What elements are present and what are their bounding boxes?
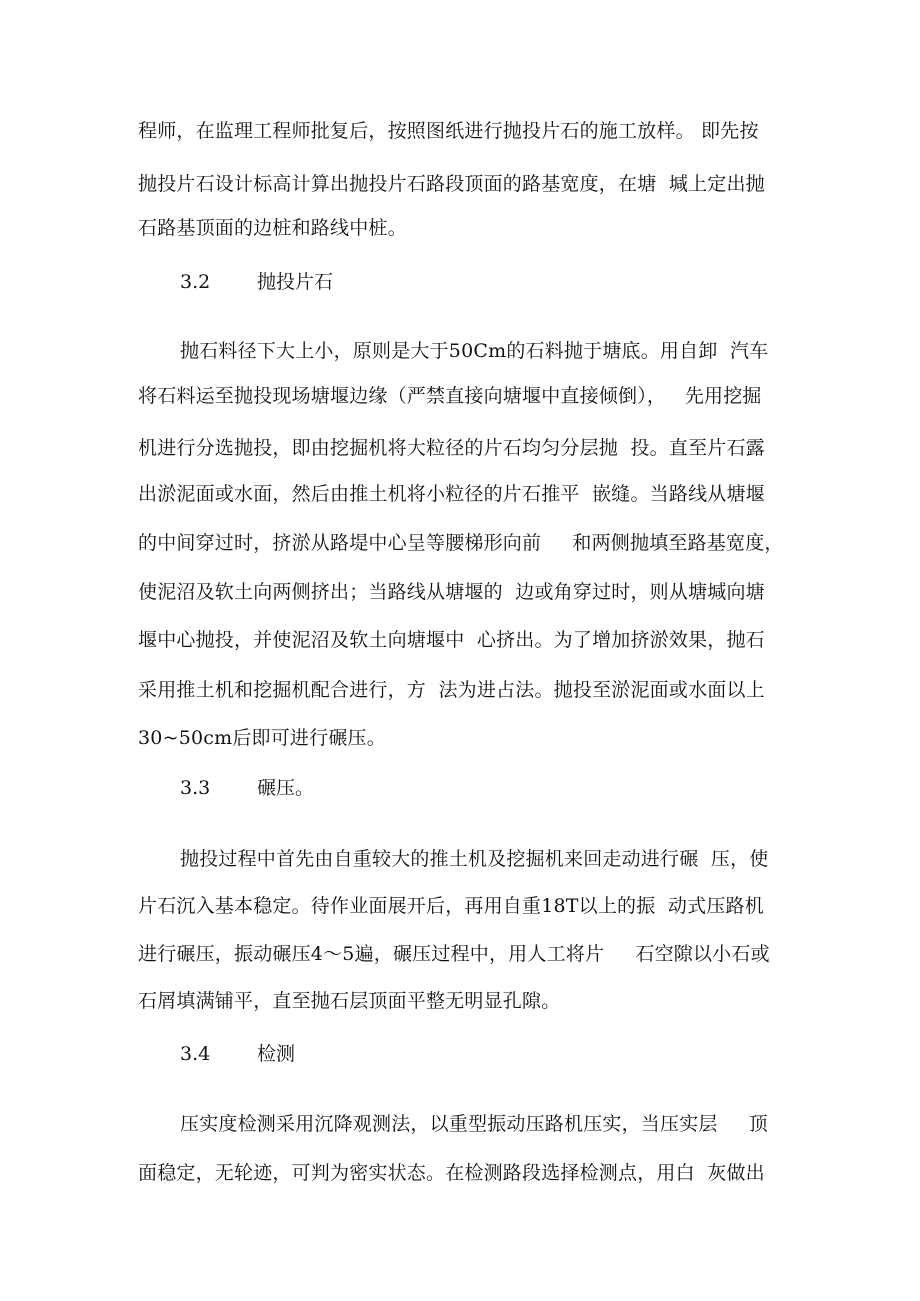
paragraph-4-line-1: 压实度检测采用沉降观测法，以重型振动压路机压实，当压实层 顶 [180,1113,768,1135]
paragraph-3-line-1: 抛投过程中首先由自重较大的推土机及挖掘机来回走动进行碾 压，使 [180,848,769,870]
paragraph-3-line-4: 石屑填满铺平，直至抛石层顶面平整无明显孔隙。 [138,990,561,1012]
paragraph-2-line-9: 30~50cm后即可进行碾压。 [138,727,386,749]
section-3-4-title: 检测 [257,1043,296,1065]
section-3-3-number: 3.3 [180,777,211,799]
paragraph-1-line-3: 石路基顶面的边桩和路线中桩。 [138,217,407,239]
section-3-2-title: 抛投片石 [257,271,334,293]
paragraph-2-line-3: 机进行分选抛投，即由挖掘机将大粒径的片石均匀分层抛 投。直至片石露 [138,437,765,459]
paragraph-2-line-4: 出淤泥面或水面，然后由推土机将小粒径的片石推平 嵌缝。当路线从塘堰 [138,483,765,505]
paragraph-2-line-6: 使泥沼及软土向两侧挤出；当路线从塘堰的 边或角穿过时，则从塘堿向塘 [138,581,765,603]
paragraph-1-line-2: 抛投片石设计标高计算出抛投片石路段顶面的路基宽度，在塘 堿上定出抛 [138,173,765,195]
section-3-2-number: 3.2 [180,271,211,293]
section-3-4-number: 3.4 [180,1043,211,1065]
paragraph-3-line-2: 片石沉入基本稳定。待作业面展开后，再用自重18T以上的振 动式压路机 [138,895,764,917]
paragraph-2-line-1: 抛石料径下大上小，原则是大于50Cm的石料抛于塘底。用自卸 汽车 [180,340,769,362]
paragraph-3-line-3: 进行碾压，振动碾压4～5遍，碾压过程中，用人工将片 石空隙以小石或 [138,943,770,965]
paragraph-2-line-7: 堰中心抛投，并使泥沼及软土向塘堰中 心挤出。为了增加挤淤效果，抛石 [138,629,765,651]
paragraph-1-line-1: 程师，在监理工程师批复后，按照图纸进行抛投片石的施工放样。 即先按 [138,120,759,142]
paragraph-2-line-2: 将石料运至抛投现场塘堰边缘（严禁直接向塘堰中直接倾倒）， 先用挖掘 [138,385,762,407]
paragraph-4-line-2: 面稳定，无轮迹，可判为密实状态。在检测路段选择检测点，用白 灰做出 [138,1162,765,1184]
paragraph-2-line-5: 的中间穿过时，挤淤从路堤中心呈等腰梯形向前 和两侧抛填至路基宽度， [138,532,784,554]
paragraph-2-line-8: 采用推土机和挖掘机配合进行，方 法为进占法。抛投至淤泥面或水面以上 [138,679,765,701]
section-3-3-title: 碾压。 [257,777,315,799]
